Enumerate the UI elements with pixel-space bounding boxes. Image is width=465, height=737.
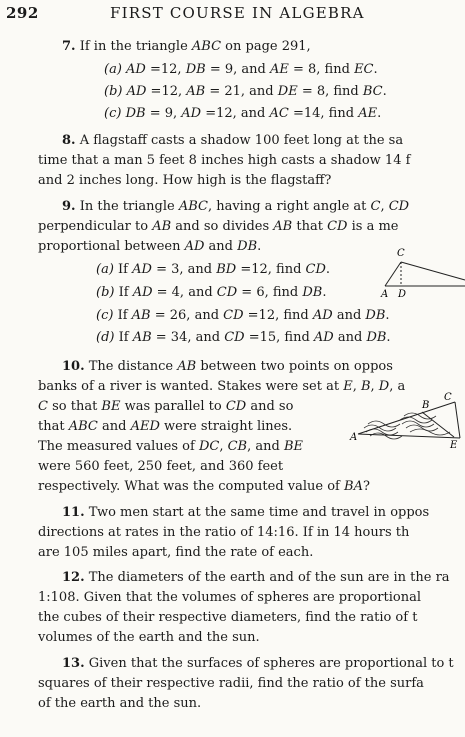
text-line-p10-6	[38, 459, 283, 475]
triangle-figure	[375, 248, 465, 312]
text-run: perpendicular to	[38, 219, 153, 234]
text-run: = 26, and	[150, 308, 224, 323]
running-title: FIRST COURSE IN ALGEBRA	[110, 4, 365, 22]
text-run: AD	[126, 62, 146, 77]
text-run: AE	[358, 106, 378, 121]
text-line-p9-d	[96, 330, 391, 346]
text-line-p10-7	[38, 479, 370, 495]
text-run: = 4, and	[152, 285, 217, 300]
text-run: AED	[130, 419, 160, 434]
text-run: = 6, find	[237, 285, 303, 300]
text-line-p7-b	[104, 84, 387, 100]
text-run: If	[113, 262, 133, 277]
text-run: , a	[389, 379, 406, 394]
text-run: respectively. What was the computed value of	[38, 479, 345, 494]
text-run: BC	[362, 84, 383, 99]
text-run: = 8, find	[288, 62, 355, 77]
text-run: AB	[273, 219, 293, 234]
text-run: .	[382, 84, 387, 99]
river-figure	[350, 394, 460, 464]
text-run: and 2 inches long. How high is the flagstaff?	[38, 173, 332, 188]
text-run: Given that the surfaces of spheres are proportional to t	[84, 656, 454, 671]
text-line-p13-1	[62, 656, 454, 672]
page-number: 292	[6, 4, 39, 22]
text-run: (a)	[96, 262, 114, 277]
text-run: If	[113, 308, 132, 323]
text-run: Two men start at the same time and travel in oppos	[84, 505, 430, 520]
text-run: between two points on oppos	[196, 359, 393, 374]
text-line-p9-b	[96, 285, 326, 301]
text-run: and	[333, 330, 367, 345]
text-run: CD	[305, 262, 326, 277]
text-run: (c)	[96, 308, 114, 323]
text-run: AB	[177, 359, 197, 374]
text-line-p13-2	[38, 676, 424, 692]
text-line-p12-4	[38, 630, 260, 646]
text-line-p10-4	[38, 419, 292, 435]
text-run: DB	[366, 330, 387, 345]
text-run: AB	[132, 330, 152, 345]
text-run: ,	[352, 379, 361, 394]
text-line-p9-1	[62, 199, 409, 215]
text-run: CD	[216, 285, 238, 300]
text-run: the cubes of their respective diameters, find the ratio of t	[38, 610, 418, 625]
text-run: (d)	[96, 330, 115, 345]
text-run: AD	[126, 84, 147, 99]
text-line-p11-1	[62, 505, 429, 521]
text-run: were 560 feet, 250 feet, and 360 feet	[38, 459, 284, 474]
text-run: of the earth and the sun.	[38, 696, 202, 711]
text-run: volumes of the earth and the sun.	[38, 630, 260, 645]
text-run: =14, find	[288, 106, 359, 121]
text-run: .	[257, 239, 262, 254]
triangle-side-ac	[385, 262, 401, 286]
text-run: BE	[283, 439, 303, 454]
text-run: proportional between	[38, 239, 185, 254]
text-run: .	[377, 106, 382, 121]
text-run: A flagstaff casts a shadow 100 feet long at the sa	[75, 133, 404, 148]
text-run: AB	[131, 308, 151, 323]
text-line-p7-1	[62, 39, 311, 55]
text-run: DB	[302, 285, 323, 300]
text-run: squares of their respective radii, find the ratio of the surfa	[38, 676, 424, 691]
text-run: banks of a river is wanted. Stakes were set at	[38, 379, 344, 394]
text-run: EC	[354, 62, 374, 77]
text-run: AD	[181, 106, 202, 121]
text-line-p9-c	[96, 308, 390, 324]
river-line-cd	[455, 402, 460, 438]
text-line-p12-1	[62, 570, 450, 586]
text-run: AD	[313, 330, 334, 345]
text-run: and	[204, 239, 238, 254]
text-line-p10-3	[38, 399, 293, 415]
text-run: = 9, and	[205, 62, 270, 77]
text-run: DB	[365, 308, 386, 323]
text-run: 9.	[62, 199, 76, 214]
text-line-p8-1	[62, 133, 403, 149]
text-run: .	[322, 285, 327, 300]
text-run: The measured values of	[38, 439, 199, 454]
text-run: ABC	[191, 39, 222, 54]
text-line-p12-3	[38, 610, 417, 626]
triangle-label-a: A	[381, 289, 389, 300]
text-run: directions at rates in the ratio of 14:16. If in 14 hours th	[38, 525, 410, 540]
text-run: DB	[185, 62, 206, 77]
triangle-side-cb	[401, 262, 465, 280]
text-run: If in the triangle	[75, 39, 192, 54]
text-run: = 8, find	[297, 84, 363, 99]
text-line-p7-a	[104, 62, 378, 78]
text-line-p12-2	[38, 590, 421, 606]
text-run: 12.	[62, 570, 85, 585]
text-line-p7-c	[104, 106, 381, 122]
text-run: time that a man 5 feet 8 inches high casts a shadow 14 f	[38, 153, 411, 168]
text-run: CD	[388, 199, 410, 214]
river-label-c: C	[444, 392, 452, 403]
text-run: was parallel to	[120, 399, 226, 414]
text-run: CD	[223, 308, 244, 323]
text-run: AD	[132, 285, 153, 300]
text-run: ,	[219, 439, 228, 454]
text-run: , and	[247, 439, 284, 454]
text-run: = 34, and	[151, 330, 225, 345]
text-run: =12, find	[243, 308, 313, 323]
text-run: DC	[198, 439, 220, 454]
triangle-label-c: C	[397, 248, 405, 259]
text-run: = 9,	[145, 106, 182, 121]
triangle-label-d: D	[398, 289, 407, 300]
text-run: .	[386, 330, 391, 345]
text-line-p10-2	[38, 379, 405, 395]
text-run: In the triangle	[75, 199, 179, 214]
text-run: The distance	[84, 359, 178, 374]
text-run: DB	[237, 239, 258, 254]
text-line-p11-2	[38, 525, 409, 541]
text-run: DE	[277, 84, 298, 99]
text-run: and so	[246, 399, 294, 414]
text-run: C	[38, 399, 48, 414]
text-run: 13.	[62, 656, 85, 671]
text-run: CB	[227, 439, 248, 454]
text-run: DB	[125, 106, 146, 121]
text-run: BA	[344, 479, 363, 494]
text-run: AD	[132, 262, 152, 277]
river-label-a: A	[350, 432, 358, 443]
text-run: C	[370, 199, 381, 214]
text-run: B	[360, 379, 371, 394]
text-run: that	[292, 219, 328, 234]
text-run: The diameters of the earth and of the sun are in the ra	[84, 570, 450, 585]
text-run: BD	[216, 262, 237, 277]
text-run: D	[378, 379, 390, 394]
text-run: 10.	[62, 359, 85, 374]
text-run: =12,	[145, 62, 186, 77]
text-run: CD	[224, 330, 245, 345]
text-run: 8.	[62, 133, 76, 148]
text-run: , having a right angle at	[207, 199, 371, 214]
text-run: CD	[327, 219, 348, 234]
river-line-ac	[358, 402, 455, 434]
text-line-p8-3	[38, 173, 331, 189]
text-run: If	[114, 285, 133, 300]
text-run: and	[332, 308, 366, 323]
text-run: were straight lines.	[159, 419, 293, 434]
text-line-p9-a	[96, 262, 330, 278]
text-run: If	[114, 330, 133, 345]
text-run: =15, find	[244, 330, 314, 345]
text-line-p8-2	[38, 153, 410, 169]
text-run: is a me	[347, 219, 399, 234]
text-line-p10-5	[38, 439, 303, 455]
text-run: =12, and	[201, 106, 270, 121]
river-label-b: B	[422, 400, 430, 411]
text-run: and	[97, 419, 131, 434]
text-run: ABC	[68, 419, 98, 434]
text-line-p13-3	[38, 696, 201, 712]
text-run: .	[373, 62, 378, 77]
text-run: (a)	[104, 62, 122, 77]
text-run: and so divides	[171, 219, 274, 234]
text-run: AC	[269, 106, 289, 121]
text-run: AD	[312, 308, 333, 323]
text-run: that	[38, 419, 69, 434]
text-run: (b)	[96, 285, 115, 300]
text-line-p9-3	[38, 239, 261, 255]
text-run: CD	[225, 399, 247, 414]
text-run: =12,	[146, 84, 187, 99]
text-run: (c)	[104, 106, 122, 121]
text-run: ,	[380, 199, 389, 214]
text-run: on page 291,	[221, 39, 311, 54]
river-line-be	[422, 412, 454, 437]
text-line-p9-2	[38, 219, 398, 235]
text-run: AB	[152, 219, 172, 234]
text-run: 11.	[62, 505, 85, 520]
text-run: = 21, and	[205, 84, 278, 99]
text-run: (b)	[104, 84, 123, 99]
text-run: 7.	[62, 39, 76, 54]
text-run: ?	[362, 479, 370, 494]
text-run: ABC	[178, 199, 208, 214]
text-run: AB	[186, 84, 206, 99]
text-run: AE	[269, 62, 289, 77]
text-run: =12, find	[236, 262, 306, 277]
text-run: = 3, and	[151, 262, 217, 277]
text-run: E	[343, 379, 353, 394]
text-run: AD	[184, 239, 205, 254]
text-run: 1:108. Given that the volumes of spheres are proportional	[38, 590, 422, 605]
text-run: .	[385, 308, 390, 323]
text-run: so that	[47, 399, 102, 414]
text-run: ,	[370, 379, 379, 394]
text-run: BE	[101, 399, 121, 414]
text-line-p10-1	[62, 359, 393, 375]
text-run: .	[325, 262, 331, 277]
text-run: are 105 miles apart, find the rate of each.	[38, 545, 314, 560]
text-line-p11-3	[38, 545, 313, 561]
river-label-e: E	[450, 440, 458, 451]
